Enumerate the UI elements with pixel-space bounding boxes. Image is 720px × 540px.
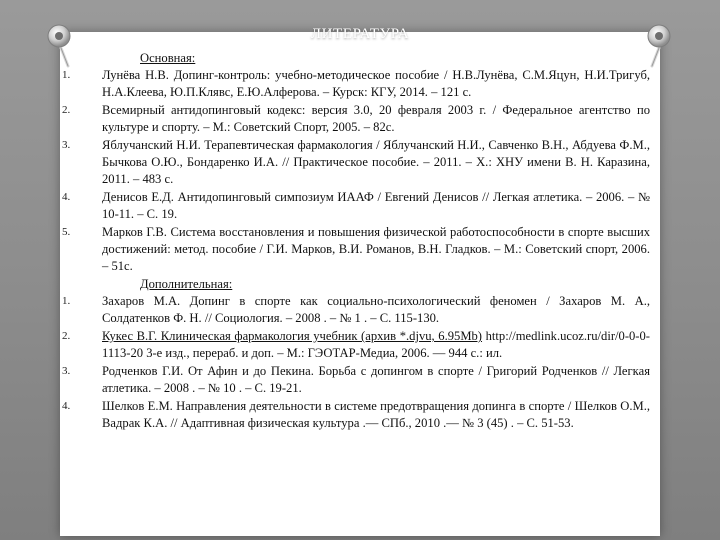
item-number: 4. — [62, 400, 71, 413]
item-text: Захаров М.А. Допинг в спорте как социально-психологический феномен / Захаров М. А., Солдатенков Ф. Н. // Социология. – 2008 . – № 1 . – С. 115-130. — [102, 294, 650, 325]
list-item — [62, 67, 650, 101]
item-text: Всемирный антидопинговый кодекс: версия 3.0, 20 февраля 2003 г. / Федеральное агентство по культуре и спорту. – М.: Советский Спорт, 2005. – 82с. — [102, 103, 650, 134]
item-number: 4. — [62, 191, 71, 204]
item-number: 2. — [62, 330, 71, 343]
item-number: 3. — [62, 139, 71, 152]
list-item — [62, 363, 650, 397]
book-link[interactable]: Кукес В.Г. Клиническая фармакология учебник (архив *.djvu, 6.95Mb) — [102, 329, 483, 344]
item-text: Шелков Е.М. Направления деятельности в системе предотвращения допинга в спорте / Шелков О.М., Вадрак К.А. // Адаптивная физическая культура .— СПб., 2010 .— № 3 (45) . – С. 51-53. — [102, 399, 650, 431]
section-heading-main: Основная: — [140, 51, 196, 65]
bibliography — [62, 50, 650, 433]
item-number: 2. — [62, 104, 71, 117]
list-item — [62, 328, 650, 362]
item-text: Родченков Г.И. От Афин и до Пекина. Борьба с допингом в спорте / Григорий Родченков // Легкая атлетика. – 2008 . – № 10 . – С. 19-21. — [102, 364, 650, 396]
section-heading-additional: Дополнительная: — [140, 277, 233, 292]
item-number: 1. — [62, 295, 71, 308]
item-text: Денисов Е.Д. Антидопинговый симпозиум ИААФ / Евгений Денисов // Легкая атлетика. – 2006. – № 10-11. – С. 19. — [102, 190, 650, 221]
item-text: Марков Г.В. Система восстановления и повышения физической работоспособности в спорте высших достижений: метод. пособие / Г.И. Марков, В.И. Романов, В.Н. Гладков. – М.: Советский спорт, 2006. – 51с. — [102, 225, 650, 273]
item-number: 3. — [62, 365, 71, 378]
page-title: ЛИТЕРАТУРА — [310, 26, 410, 42]
list-item — [62, 293, 650, 327]
item-text-block — [102, 328, 650, 362]
item-text: Яблучанский Н.И. Терапевтическая фармакология / Яблучанский Н.И., Савченко В.Н., Абдуева Ф.М., Бычкова О.Ю., Бондаренко И.А. // Практическое пособие. – 2011. – Х.: ХНУ имени В. Н. Каразина, 2011. – 483 с. — [102, 138, 650, 186]
list-item — [62, 189, 650, 223]
list-item — [62, 137, 650, 187]
item-number: 1. — [62, 69, 71, 81]
item-number: 5. — [62, 226, 71, 239]
item-text: Лунёва Н.В. Допинг-контроль: учебно-методическое пособие / Н.В.Лунёва, С.М.Яцун, Н.И.Тригуб, Н.А.Клеева, Ю.П.Клявс, Е.Ю.Алферова. – Курск: КГУ, 2014. – 121 с. — [102, 68, 650, 99]
list-item — [62, 398, 650, 432]
list-item — [62, 102, 650, 136]
list-item — [62, 224, 650, 274]
item-text: http://medlink.ucoz.ru/dir/0-0-0-1113-20 3-е изд., перераб. и доп. – М.: ГЭОТАР-Медиа, 2006. — 944 с.: ил. — [102, 329, 650, 360]
